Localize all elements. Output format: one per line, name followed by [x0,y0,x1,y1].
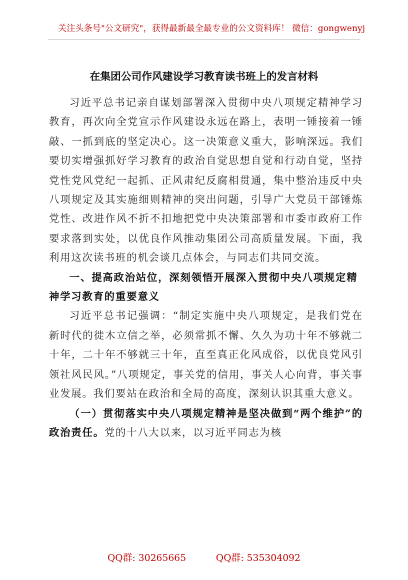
header-promo-text: 关注头条号"公文研究"，获得最新最全最专业的公文资料库！ 微信：gongwenyj [58,24,366,34]
intro-paragraph: 习近平总书记亲自谋划部署深入贯彻中央八项规定精神学习教育，再次向全党宣示作风建设永远在路上，表明一锤接着一锤敲、一抓到底的坚定决心。这一决策意义重大，影响深远。我们要切实增强抓好学习教育的政治自觉思想自觉和行动自觉，坚持党性党风党纪一起抓、正风肃纪反腐相贯通，集中整治违反中央八项规定及其实施细则精神的突出问题，引导广大党员干部锤炼党性、改进作风不折不扣地把党中央决策部署和市委市政府工作要求落到实处，以优良作风推动集团公司高质量发展。下面，我利用这次读书班的机会谈几点体会，与同志们共同交流。 [49,98,363,265]
subsection-1-text: 党的十八大以来，以习近平同志为核 [104,427,282,439]
section-1-paragraph: 习近平总书记强调：“制定实施中央八项规定，是我们党在新时代的徙木立信之举，必须常抓不懈、久久为功十年不够就二十年，二十年不够就三十年，直至真正化风成俗，以优良党风引领社风民风。”八项规定，事关党的信用，事关人心向背，事关事业发展。我们要站在政治和全局的高度，深刻认识其重大意义。 [49,311,363,401]
section-1-heading: 一、提高政治站位，深刻领悟开展深入贯彻中央八项规定精神学习教育的重要意义 [49,271,358,304]
document-title: 在集团公司作风建设学习教育读书班上的发言材料 [89,71,319,83]
subsection-1-paragraph [49,405,363,444]
header-divider [48,39,360,40]
document-body [49,94,363,443]
footer-qq-groups: QQ群: 30265665 QQ群: 535304092 [107,553,301,564]
subsection-1-heading: （一）贯彻落实中央八项规定精神是坚决做到“两个维护”的政治责任。 [49,407,363,439]
